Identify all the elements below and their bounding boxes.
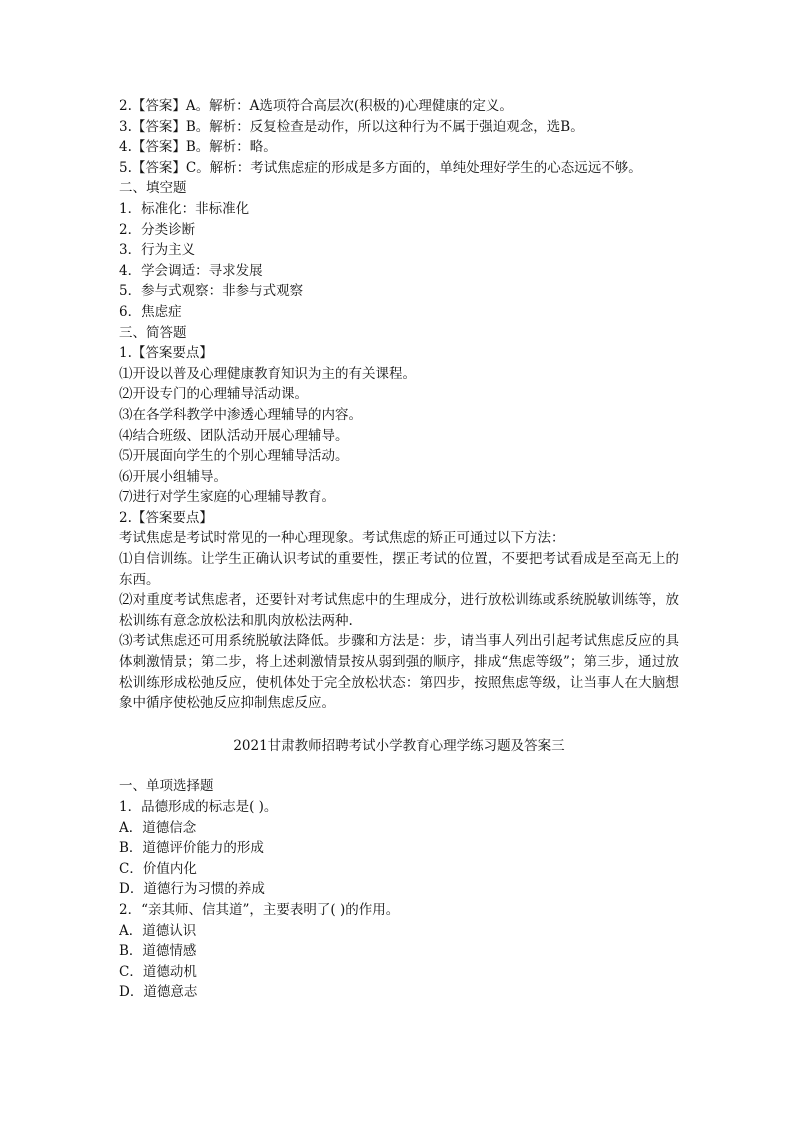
fill-blank-item: 3．行为主义 [119, 242, 196, 259]
option-item: D．道德行为习惯的养成 [119, 881, 265, 898]
answer-key-label: 2.【答案要点】 [119, 509, 213, 526]
section-heading-single-choice: 一、单项选择题 [119, 778, 214, 795]
fill-blank-item: 1．标准化：非标准化 [119, 200, 250, 217]
answer-point: ⑶在各学科教学中渗透心理辅导的内容。 [119, 406, 362, 423]
option-item: C．道德动机 [119, 963, 197, 980]
fill-blank-item: 5．参与式观察：非参与式观察 [119, 283, 304, 300]
answer-point: ⑸开展面向学生的个别心理辅导活动。 [119, 448, 349, 465]
answer-line: 3.【答案】B。解析：反复检查是动作，所以这种行为不属于强迫观念，选B。 [119, 118, 584, 135]
option-item: A．道德信念 [119, 819, 197, 836]
answer-line: 5.【答案】C。解析：考试焦虑症的形成是多方面的，单纯处理好学生的心态远远不够。 [119, 159, 642, 176]
option-item: C．价值内化 [119, 860, 197, 877]
answer-intro: 考试焦虑是考试时常见的一种心理现象。考试焦虑的矫正可通过以下方法： [119, 530, 565, 547]
question-stem: 1．品德形成的标志是( )。 [119, 799, 278, 815]
fill-blank-item: 2．分类诊断 [119, 221, 196, 238]
answer-paragraph: ⑵对重度考试焦虑者，还要针对考试焦虑中的生理成分，进行放松训练或系统脱敏训练等，放松训练有意念放松法和肌肉放松法两种. [119, 592, 679, 629]
option-item: B．道德情感 [119, 943, 197, 960]
document-body [119, 96, 679, 1003]
fill-blank-item: 4．学会调适：寻求发展 [119, 262, 263, 279]
answer-line: 4.【答案】B。解析：略。 [119, 139, 277, 156]
option-item: B．道德评价能力的形成 [119, 840, 264, 857]
answer-line: 2.【答案】A。解析：A选项符合高层次(积极的)心理健康的定义。 [119, 98, 513, 114]
answer-paragraph: ⑴自信训练。让学生正确认识考试的重要性，摆正考试的位置，不要把考试看成是至高无上的东西。 [119, 551, 679, 588]
answer-point: ⑷结合班级、团队活动开展心理辅导。 [119, 427, 349, 444]
section-heading-fill-blank: 二、填空题 [119, 180, 187, 197]
question-stem: 2．“亲其师、信其道”，主要表明了( )的作用。 [119, 901, 400, 918]
answer-point: ⑺进行对学生家庭的心理辅导教育。 [119, 489, 335, 506]
answer-point: ⑹开展小组辅导。 [119, 468, 227, 485]
answer-point: ⑴开设以普及心理健康教育知识为主的有关课程。 [119, 365, 416, 382]
section-gap [119, 714, 679, 736]
exercise-title: 2021甘肃教师招聘考试小学教育心理学练习题及答案三 [233, 737, 565, 754]
section-heading-short-answer: 三、简答题 [119, 324, 187, 341]
answer-paragraph: ⑶考试焦虑还可用系统脱敏法降低。步骤和方法是：步，请当事人列出引起考试焦虑反应的具体刺激情景；第二步，将上述刺激情景按从弱到强的顺序，排成“焦虑等级”；第三步，通过放松训练形成松弛反应，使机体处于完全放松状态：第四步，按照焦虑等级，让当事人在大脑想象中循序使松弛反应抑制焦虑反应。 [119, 633, 679, 712]
answer-point: ⑵开设专门的心理辅导活动课。 [119, 386, 308, 403]
title-gap [119, 756, 679, 776]
option-item: D．道德意志 [119, 984, 198, 1001]
option-item: A．道德认识 [119, 922, 197, 939]
answer-key-label: 1.【答案要点】 [119, 345, 213, 362]
fill-blank-item: 6．焦虑症 [119, 303, 182, 320]
